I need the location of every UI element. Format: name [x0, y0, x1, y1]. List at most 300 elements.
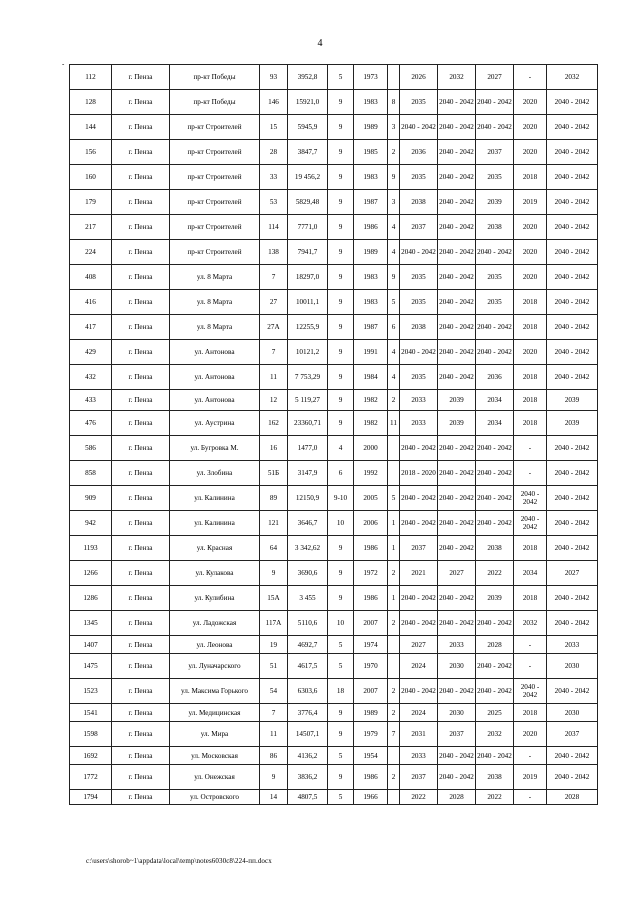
cell-term-d: -	[514, 790, 547, 805]
cell-year: 1989	[354, 115, 388, 140]
cell-term-b: 2040 - 2042	[438, 340, 476, 365]
table-row	[70, 654, 598, 679]
cell-floors: 4	[328, 436, 354, 461]
cell-city: г. Пенза	[112, 636, 170, 654]
footer-file-path: c:\users\shorob~1\appdata\local\temp\notes6030c8\224-пп.docx	[86, 857, 272, 865]
cell-house: 12	[260, 390, 288, 411]
cell-street: ул. Максима Горького	[170, 679, 260, 704]
cell-term-d: 2020	[514, 140, 547, 165]
cell-term-a: 2027	[400, 636, 438, 654]
cell-term-a: 2037	[400, 215, 438, 240]
cell-term-e: 2040 - 2042	[547, 765, 598, 790]
cell-house: 146	[260, 90, 288, 115]
cell-count: 2	[388, 561, 400, 586]
cell-term-b: 2030	[438, 654, 476, 679]
cell-city: г. Пенза	[112, 747, 170, 765]
cell-term-e: 2040 - 2042	[547, 536, 598, 561]
cell-count: 5	[388, 486, 400, 511]
cell-term-e: 2027	[547, 561, 598, 586]
cell-term-a: 2036	[400, 140, 438, 165]
cell-street: ул. 8 Марта	[170, 290, 260, 315]
table-row	[70, 722, 598, 747]
cell-term-b: 2040 - 2042	[438, 536, 476, 561]
cell-count: 7	[388, 722, 400, 747]
cell-term-a: 2040 - 2042	[400, 611, 438, 636]
cell-city: г. Пенза	[112, 536, 170, 561]
cell-city: г. Пенза	[112, 765, 170, 790]
housing-registry-table	[69, 64, 598, 805]
cell-term-d: 2019	[514, 190, 547, 215]
cell-count: 9	[388, 165, 400, 190]
cell-house: 11	[260, 722, 288, 747]
cell-id: 586	[70, 436, 112, 461]
cell-street: ул. Красная	[170, 536, 260, 561]
cell-city: г. Пенза	[112, 290, 170, 315]
cell-term-a: 2033	[400, 390, 438, 411]
cell-floors: 9	[328, 411, 354, 436]
cell-term-c: 2035	[476, 290, 514, 315]
cell-house: 9	[260, 561, 288, 586]
cell-city: г. Пенза	[112, 140, 170, 165]
cell-term-b: 2040 - 2042	[438, 511, 476, 536]
table-row	[70, 436, 598, 461]
cell-id: 416	[70, 290, 112, 315]
cell-id: 429	[70, 340, 112, 365]
cell-term-a: 2035	[400, 90, 438, 115]
table-row	[70, 290, 598, 315]
cell-street: пр-кт Строителей	[170, 115, 260, 140]
cell-street: ул. Калинина	[170, 511, 260, 536]
cell-term-d: 2040 - 2042	[514, 679, 547, 704]
cell-year: 1954	[354, 747, 388, 765]
cell-count: 4	[388, 340, 400, 365]
table-body	[70, 65, 598, 805]
cell-term-c: 2038	[476, 215, 514, 240]
cell-term-b: 2040 - 2042	[438, 290, 476, 315]
cell-term-b: 2037	[438, 722, 476, 747]
cell-floors: 9	[328, 190, 354, 215]
cell-year: 2005	[354, 486, 388, 511]
cell-street: пр-кт Строителей	[170, 215, 260, 240]
cell-city: г. Пенза	[112, 365, 170, 390]
cell-area: 12150,9	[288, 486, 328, 511]
cell-term-a: 2018 - 2020	[400, 461, 438, 486]
table-row	[70, 790, 598, 805]
table-row	[70, 747, 598, 765]
cell-id: 1345	[70, 611, 112, 636]
cell-term-a: 2040 - 2042	[400, 511, 438, 536]
cell-term-c: 2040 - 2042	[476, 486, 514, 511]
cell-term-e: 2040 - 2042	[547, 315, 598, 340]
cell-term-a: 2033	[400, 747, 438, 765]
cell-term-b: 2028	[438, 790, 476, 805]
cell-floors: 9	[328, 215, 354, 240]
cell-term-c: 2025	[476, 704, 514, 722]
cell-term-b: 2040 - 2042	[438, 611, 476, 636]
cell-term-d: 2020	[514, 265, 547, 290]
cell-id: 1692	[70, 747, 112, 765]
cell-term-a: 2024	[400, 654, 438, 679]
cell-term-a: 2038	[400, 315, 438, 340]
cell-term-d: 2020	[514, 115, 547, 140]
cell-year: 1979	[354, 722, 388, 747]
cell-term-e: 2040 - 2042	[547, 461, 598, 486]
cell-count	[388, 436, 400, 461]
cell-term-e: 2040 - 2042	[547, 215, 598, 240]
cell-city: г. Пенза	[112, 436, 170, 461]
cell-street: ул. Леонова	[170, 636, 260, 654]
cell-area: 4807,5	[288, 790, 328, 805]
cell-term-e: 2040 - 2042	[547, 115, 598, 140]
cell-term-b: 2030	[438, 704, 476, 722]
table-row	[70, 561, 598, 586]
cell-street: пр-кт Строителей	[170, 240, 260, 265]
cell-term-c: 2040 - 2042	[476, 90, 514, 115]
cell-floors: 9	[328, 265, 354, 290]
cell-city: г. Пенза	[112, 315, 170, 340]
cell-house: 27А	[260, 315, 288, 340]
cell-term-c: 2035	[476, 265, 514, 290]
cell-term-a: 2040 - 2042	[400, 436, 438, 461]
cell-floors: 9	[328, 561, 354, 586]
cell-city: г. Пенза	[112, 611, 170, 636]
cell-term-a: 2040 - 2042	[400, 679, 438, 704]
cell-area: 10011,1	[288, 290, 328, 315]
cell-house: 19	[260, 636, 288, 654]
cell-house: 27	[260, 290, 288, 315]
cell-year: 1983	[354, 265, 388, 290]
cell-id: 156	[70, 140, 112, 165]
cell-floors: 9	[328, 722, 354, 747]
table-row	[70, 390, 598, 411]
cell-count: 2	[388, 390, 400, 411]
cell-city: г. Пенза	[112, 165, 170, 190]
cell-year: 1983	[354, 290, 388, 315]
cell-count: 11	[388, 411, 400, 436]
cell-street: пр-кт Победы	[170, 90, 260, 115]
cell-id: 144	[70, 115, 112, 140]
cell-house: 117А	[260, 611, 288, 636]
cell-year: 1989	[354, 240, 388, 265]
cell-house: 11	[260, 365, 288, 390]
cell-term-a: 2035	[400, 265, 438, 290]
cell-floors: 9	[328, 140, 354, 165]
cell-term-a: 2035	[400, 365, 438, 390]
cell-count	[388, 790, 400, 805]
cell-term-e: 2032	[547, 65, 598, 90]
cell-area: 15921,0	[288, 90, 328, 115]
cell-area: 10121,2	[288, 340, 328, 365]
cell-area: 4617,5	[288, 654, 328, 679]
table-row	[70, 586, 598, 611]
table-row	[70, 190, 598, 215]
cell-street: ул. Кулибина	[170, 586, 260, 611]
cell-city: г. Пенза	[112, 654, 170, 679]
cell-term-c: 2040 - 2042	[476, 315, 514, 340]
cell-floors: 5	[328, 747, 354, 765]
cell-floors: 9	[328, 365, 354, 390]
cell-term-b: 2040 - 2042	[438, 90, 476, 115]
cell-term-c: 2028	[476, 636, 514, 654]
cell-term-c: 2040 - 2042	[476, 654, 514, 679]
cell-term-b: 2040 - 2042	[438, 215, 476, 240]
cell-term-d: 2019	[514, 765, 547, 790]
cell-year: 1973	[354, 65, 388, 90]
cell-street: пр-кт Строителей	[170, 165, 260, 190]
cell-term-b: 2040 - 2042	[438, 165, 476, 190]
cell-house: 33	[260, 165, 288, 190]
table-row	[70, 265, 598, 290]
cell-id: 432	[70, 365, 112, 390]
table-row	[70, 340, 598, 365]
cell-area: 12255,9	[288, 315, 328, 340]
cell-floors: 9	[328, 765, 354, 790]
cell-area: 5945,9	[288, 115, 328, 140]
cell-floors: 5	[328, 790, 354, 805]
cell-term-e: 2030	[547, 704, 598, 722]
cell-id: 417	[70, 315, 112, 340]
cell-area: 3847,7	[288, 140, 328, 165]
cell-term-a: 2037	[400, 536, 438, 561]
cell-term-e: 2039	[547, 411, 598, 436]
cell-term-c: 2040 - 2042	[476, 115, 514, 140]
cell-street: ул. Калинина	[170, 486, 260, 511]
cell-term-d: 2018	[514, 586, 547, 611]
cell-term-d: -	[514, 65, 547, 90]
cell-term-d: 2018	[514, 165, 547, 190]
cell-year: 1986	[354, 586, 388, 611]
cell-floors: 9	[328, 586, 354, 611]
cell-year: 1966	[354, 790, 388, 805]
cell-floors: 9	[328, 290, 354, 315]
cell-area: 18297,0	[288, 265, 328, 290]
cell-year: 1982	[354, 411, 388, 436]
cell-count: 6	[388, 315, 400, 340]
table-row	[70, 679, 598, 704]
cell-term-b: 2040 - 2042	[438, 461, 476, 486]
cell-city: г. Пенза	[112, 390, 170, 411]
cell-street: ул. Ладожская	[170, 611, 260, 636]
cell-term-d: 2020	[514, 90, 547, 115]
cell-id: 858	[70, 461, 112, 486]
cell-count: 2	[388, 140, 400, 165]
cell-count: 3	[388, 190, 400, 215]
cell-term-a: 2040 - 2042	[400, 115, 438, 140]
cell-id: 433	[70, 390, 112, 411]
cell-term-b: 2040 - 2042	[438, 436, 476, 461]
cell-term-b: 2040 - 2042	[438, 586, 476, 611]
cell-term-d: 2040 - 2042	[514, 486, 547, 511]
cell-term-b: 2032	[438, 65, 476, 90]
cell-term-c: 2027	[476, 65, 514, 90]
cell-house: 15А	[260, 586, 288, 611]
cell-id: 224	[70, 240, 112, 265]
cell-area: 5 119,27	[288, 390, 328, 411]
cell-city: г. Пенза	[112, 586, 170, 611]
cell-term-e: 2040 - 2042	[547, 90, 598, 115]
cell-term-d: 2018	[514, 390, 547, 411]
cell-count: 3	[388, 115, 400, 140]
cell-city: г. Пенза	[112, 679, 170, 704]
cell-street: ул. Злобина	[170, 461, 260, 486]
cell-floors: 9	[328, 240, 354, 265]
cell-area: 7 753,29	[288, 365, 328, 390]
corner-mark: -	[62, 60, 65, 68]
cell-term-c: 2037	[476, 140, 514, 165]
cell-street: ул. Бугровка М.	[170, 436, 260, 461]
cell-area: 5110,6	[288, 611, 328, 636]
cell-term-c: 2040 - 2042	[476, 747, 514, 765]
cell-term-b: 2040 - 2042	[438, 365, 476, 390]
cell-term-e: 2040 - 2042	[547, 165, 598, 190]
cell-street: ул. Аустрина	[170, 411, 260, 436]
cell-floors: 10	[328, 511, 354, 536]
cell-floors: 9	[328, 315, 354, 340]
cell-count	[388, 636, 400, 654]
cell-street: ул. Антонова	[170, 365, 260, 390]
cell-street: ул. 8 Марта	[170, 265, 260, 290]
cell-term-d: 2018	[514, 290, 547, 315]
cell-house: 7	[260, 704, 288, 722]
cell-term-c: 2022	[476, 561, 514, 586]
table-row	[70, 140, 598, 165]
cell-area: 4692,7	[288, 636, 328, 654]
cell-year: 1970	[354, 654, 388, 679]
cell-count	[388, 747, 400, 765]
cell-year: 2007	[354, 611, 388, 636]
cell-count: 1	[388, 511, 400, 536]
cell-term-b: 2039	[438, 411, 476, 436]
cell-term-d: 2018	[514, 365, 547, 390]
cell-term-d: 2020	[514, 722, 547, 747]
table-row	[70, 90, 598, 115]
cell-term-d: 2040 - 2042	[514, 511, 547, 536]
cell-area: 1477,0	[288, 436, 328, 461]
cell-count: 2	[388, 704, 400, 722]
table-row	[70, 65, 598, 90]
cell-count: 9	[388, 265, 400, 290]
cell-area: 7771,0	[288, 215, 328, 240]
cell-street: ул. Антонова	[170, 390, 260, 411]
cell-term-a: 2038	[400, 190, 438, 215]
table-row	[70, 636, 598, 654]
cell-term-b: 2040 - 2042	[438, 140, 476, 165]
cell-term-c: 2036	[476, 365, 514, 390]
cell-term-e: 2028	[547, 790, 598, 805]
cell-house: 53	[260, 190, 288, 215]
cell-count: 8	[388, 90, 400, 115]
cell-id: 1266	[70, 561, 112, 586]
table-row	[70, 765, 598, 790]
cell-term-c: 2038	[476, 536, 514, 561]
cell-term-d: 2020	[514, 215, 547, 240]
cell-term-d: -	[514, 436, 547, 461]
cell-term-e: 2039	[547, 390, 598, 411]
cell-term-b: 2040 - 2042	[438, 765, 476, 790]
cell-house: 89	[260, 486, 288, 511]
cell-term-d: 2034	[514, 561, 547, 586]
cell-area: 3776,4	[288, 704, 328, 722]
cell-term-d: -	[514, 654, 547, 679]
cell-term-a: 2022	[400, 790, 438, 805]
cell-area: 3952,8	[288, 65, 328, 90]
cell-term-e: 2040 - 2042	[547, 611, 598, 636]
cell-year: 1986	[354, 215, 388, 240]
cell-id: 128	[70, 90, 112, 115]
cell-term-e: 2040 - 2042	[547, 140, 598, 165]
cell-term-e: 2040 - 2042	[547, 190, 598, 215]
cell-area: 23360,71	[288, 411, 328, 436]
table-row	[70, 511, 598, 536]
cell-house: 15	[260, 115, 288, 140]
cell-city: г. Пенза	[112, 265, 170, 290]
cell-term-c: 2035	[476, 165, 514, 190]
cell-floors: 9	[328, 115, 354, 140]
cell-id: 1475	[70, 654, 112, 679]
cell-house: 162	[260, 411, 288, 436]
cell-term-c: 2032	[476, 722, 514, 747]
cell-id: 909	[70, 486, 112, 511]
cell-term-d: 2032	[514, 611, 547, 636]
table-row	[70, 215, 598, 240]
cell-id: 1794	[70, 790, 112, 805]
cell-floors: 5	[328, 636, 354, 654]
cell-street: пр-кт Строителей	[170, 140, 260, 165]
cell-city: г. Пенза	[112, 190, 170, 215]
cell-term-b: 2040 - 2042	[438, 265, 476, 290]
cell-house: 7	[260, 340, 288, 365]
table-row	[70, 536, 598, 561]
cell-year: 1987	[354, 190, 388, 215]
cell-term-d: 2018	[514, 411, 547, 436]
cell-street: ул. Антонова	[170, 340, 260, 365]
cell-term-a: 2026	[400, 65, 438, 90]
cell-year: 1984	[354, 365, 388, 390]
cell-street: ул. Мира	[170, 722, 260, 747]
table-row	[70, 240, 598, 265]
cell-term-e: 2040 - 2042	[547, 240, 598, 265]
cell-term-b: 2027	[438, 561, 476, 586]
table-row	[70, 486, 598, 511]
cell-term-d: -	[514, 747, 547, 765]
cell-house: 138	[260, 240, 288, 265]
cell-term-e: 2040 - 2042	[547, 265, 598, 290]
cell-floors: 10	[328, 611, 354, 636]
cell-floors: 9	[328, 390, 354, 411]
cell-term-d: -	[514, 636, 547, 654]
cell-area: 3 455	[288, 586, 328, 611]
cell-term-e: 2040 - 2042	[547, 511, 598, 536]
cell-year: 1983	[354, 90, 388, 115]
cell-city: г. Пенза	[112, 240, 170, 265]
cell-term-e: 2037	[547, 722, 598, 747]
cell-count: 1	[388, 536, 400, 561]
cell-term-d: 2020	[514, 340, 547, 365]
cell-term-c: 2040 - 2042	[476, 511, 514, 536]
table-row	[70, 165, 598, 190]
cell-house: 16	[260, 436, 288, 461]
cell-street: ул. Кулакова	[170, 561, 260, 586]
cell-area: 3147,9	[288, 461, 328, 486]
page-number: 4	[317, 38, 323, 49]
cell-year: 1972	[354, 561, 388, 586]
cell-term-e: 2033	[547, 636, 598, 654]
cell-term-e: 2040 - 2042	[547, 290, 598, 315]
cell-term-a: 2035	[400, 165, 438, 190]
cell-count: 2	[388, 611, 400, 636]
cell-term-c: 2040 - 2042	[476, 340, 514, 365]
cell-id: 1286	[70, 586, 112, 611]
